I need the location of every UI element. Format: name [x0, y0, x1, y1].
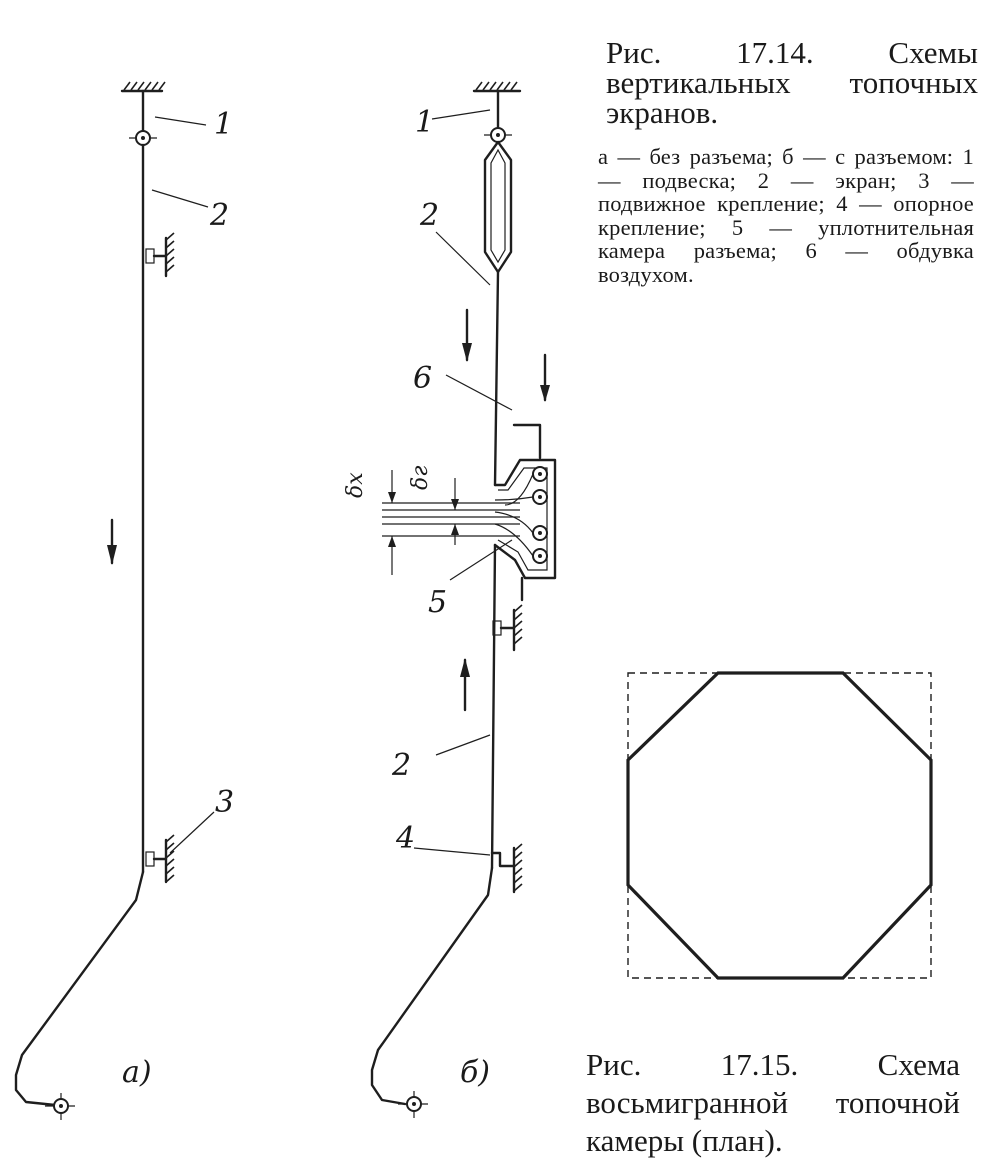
panel-b-label: б)	[460, 1055, 491, 1090]
figure-17-14-legend: а — без разъема; б — с разъемом: 1 — подвеска; 2 — экран; 3 — подвижное крепление; 4 — опорное крепление; 5 — уплотнительная камера разъема; 6 — обдувка воздухом.	[598, 144, 974, 287]
panel-b-callout-1: 1	[415, 105, 435, 140]
panel-a-label: а)	[122, 1055, 152, 1090]
figure-17-14-title: Рис. 17.14. Схемы вертикальных топочных экранов.	[606, 35, 978, 130]
panel-b-callout-2-lower: 2	[392, 748, 412, 783]
panel-a-schematic	[16, 82, 214, 1120]
panel-b-callout-5: 5	[428, 585, 448, 620]
panel-b-schematic	[372, 82, 555, 1118]
panel-b-callout-2-upper: 2	[420, 198, 440, 233]
panel-a-callout-3: 3	[215, 785, 235, 820]
octagon-chamber-plan	[628, 673, 931, 978]
dimension-delta-g: δг	[408, 465, 433, 490]
panel-b-callout-6: 6	[413, 361, 433, 396]
figure-17-15-title: Рис. 17.15. Схема восьмигранной топочной камеры (план).	[586, 1047, 960, 1158]
panel-a-callout-1: 1	[214, 107, 234, 142]
dimension-delta-x: δx	[343, 472, 368, 498]
panel-a-callout-2: 2	[210, 198, 230, 233]
panel-b-callout-4: 4	[396, 821, 416, 856]
